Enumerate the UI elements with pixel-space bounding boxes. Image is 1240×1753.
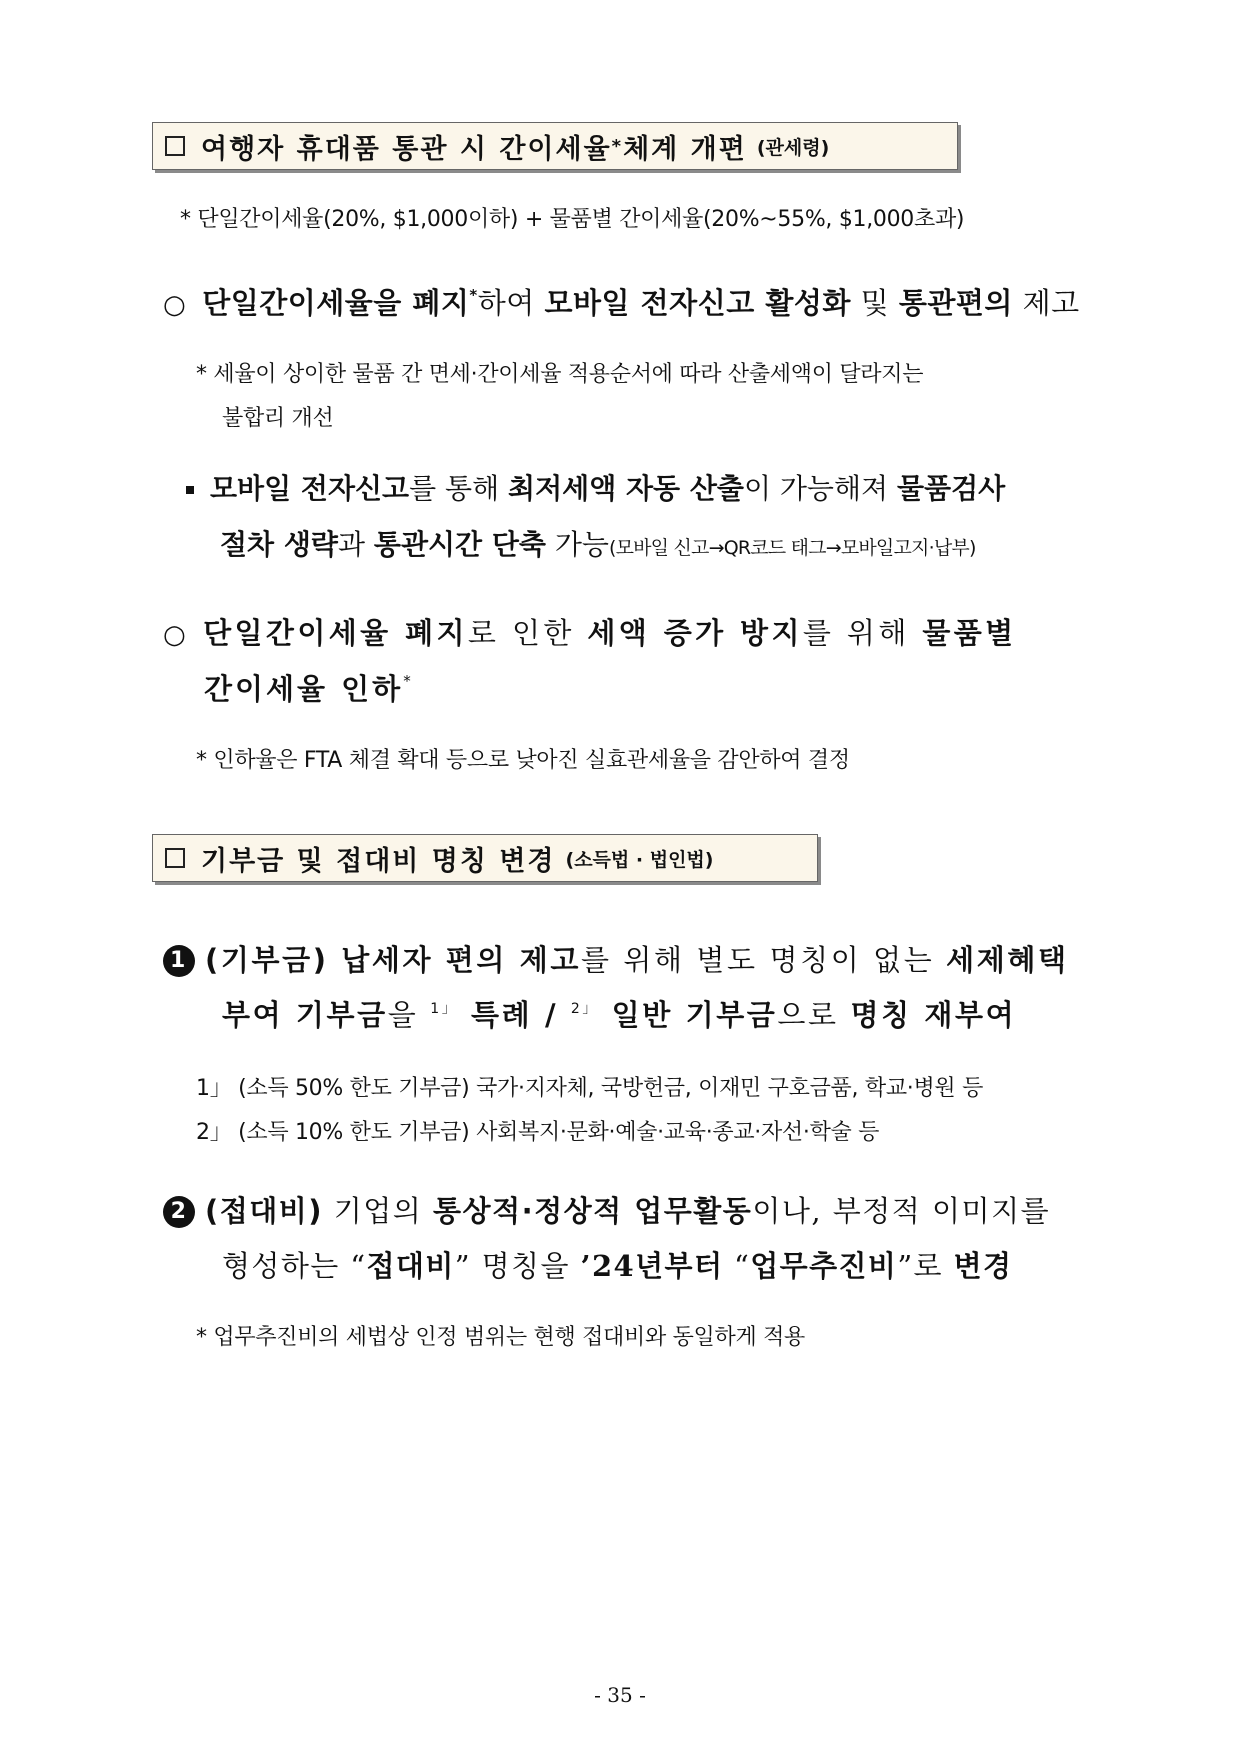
emphasis-text: 부여 기부금 (222, 998, 388, 1032)
emphasis-text: (기부금) 납세자 편의 제고 (205, 943, 581, 977)
body-text: 가능 (545, 528, 609, 561)
item-entertainment-line1 (163, 1189, 1050, 1230)
emphasis-text: 업무추진비 (750, 1249, 898, 1283)
emphasis-text: 세제혜택 (946, 943, 1069, 977)
emphasis-text: 특례 / (458, 998, 571, 1032)
body-text: 과 (337, 528, 374, 561)
body-text: 제고 (1012, 286, 1080, 320)
paragraph-abolish-single-rate (163, 281, 1080, 322)
item-entertainment-line2 (222, 1244, 1012, 1285)
p1-footnote-line2: 불합리 개선 (222, 406, 334, 431)
section-footnote: * 단일간이세율(20%, $1,000이하) + 물품별 간이세율(20%~55%, $1,000초과) (180, 207, 965, 232)
emphasis-text: 절차 생략 (220, 528, 338, 561)
section-title-rest: 체계 개편 (623, 133, 747, 165)
subparagraph-mobile-report-line2 (220, 523, 976, 563)
item-donation-line1 (163, 938, 1069, 979)
section-law-ref: (관세령) (756, 136, 830, 159)
donation-footnote-2: 2」 (소득 10% 한도 기부금) 사회복지·문화·예술·교육·종교·자선·학술 등 (196, 1120, 880, 1145)
section-title: 여행자 휴대품 통관 시 간이세율 (201, 133, 612, 165)
emphasis-text: 통상적·정상적 업무활동 (433, 1194, 753, 1228)
emphasis-text: 모바일 전자신고 (210, 472, 410, 505)
number-badge-2: 2 (163, 1196, 195, 1228)
emphasis-text: 통관시간 단축 (373, 528, 546, 561)
paragraph-prevent-tax-increase-line2 (204, 667, 414, 708)
body-text: 으로 (777, 998, 851, 1032)
number-badge-1: 1 (163, 945, 195, 977)
emphasis-text: 최저세액 자동 산출 (508, 472, 744, 505)
footnote-marker: 2」 (570, 1001, 599, 1017)
emphasis-text: 물품별 (922, 616, 1017, 650)
section-header-donation-entertainment (152, 834, 818, 882)
checkbox-square-icon (165, 848, 185, 868)
emphasis-text: 일반 기부금 (598, 998, 778, 1032)
body-text: 및 (850, 286, 899, 320)
emphasis-text: 모바일 전자신고 활성화 (544, 286, 851, 320)
p2-footnote: * 인하율은 FTA 체결 확대 등으로 낮아진 실효관세율을 감안하여 결정 (196, 748, 850, 773)
emphasis-text: 세액 증가 방지 (587, 616, 803, 650)
title-footnote-marker: * (611, 135, 624, 157)
body-text: 을 (387, 998, 431, 1032)
body-text: 를 위해 별도 명칭이 없는 (580, 943, 947, 977)
checkbox-square-icon (165, 136, 185, 156)
subparagraph-mobile-report-line1 (186, 467, 1005, 507)
p1-footnote-line1: * 세율이 상이한 물품 간 면세·간이세율 적용순서에 따라 산출세액이 달라지는 (196, 362, 924, 387)
body-text: 형성하는 “ (222, 1249, 367, 1283)
section-law-ref: (소득법 · 법인법) (565, 848, 714, 871)
emphasis-text: 명칭 재부여 (850, 998, 1017, 1032)
emphasis-text: 간이세율 인하 (204, 672, 404, 706)
section-title: 기부금 및 접대비 명칭 변경 (201, 845, 556, 877)
paragraph-prevent-tax-increase-line1 (163, 611, 1017, 652)
circle-bullet: ○ (163, 290, 187, 320)
emphasis-text: 단일간이세율 폐지 (203, 616, 468, 650)
item-donation-line2 (222, 993, 1016, 1034)
body-text: 를 통해 (409, 472, 509, 505)
body-text: 를 위해 (802, 616, 923, 650)
emphasis-text: 단일간이세율을 폐지 (202, 286, 470, 320)
emphasis-text: 변경 (953, 1249, 1013, 1283)
section-header-travel-tax (152, 122, 958, 170)
process-note: (모바일 신고→QR코드 태그→모바일고지·납부) (608, 537, 976, 559)
emphasis-text: 통관편의 (898, 286, 1013, 320)
page-number: - 35 - (594, 1683, 646, 1707)
footnote-marker: * (469, 286, 478, 304)
emphasis-text: ’24년부터 (580, 1249, 724, 1283)
circle-bullet: ○ (163, 620, 190, 650)
body-text: 기업의 (323, 1194, 434, 1228)
emphasis-text: 접대비 (366, 1249, 455, 1283)
square-bullet-icon (186, 486, 194, 494)
body-text: 이 가능해져 (743, 472, 897, 505)
body-text: “ (723, 1249, 751, 1283)
body-text: ” 명칭을 (454, 1249, 581, 1283)
body-text: 하여 (477, 286, 545, 320)
emphasis-text: (접대비) (205, 1194, 324, 1228)
emphasis-text: 물품검사 (896, 472, 1006, 505)
footnote-marker: * (403, 672, 414, 690)
body-text: 로 인한 (467, 616, 588, 650)
footnote-marker: 1」 (430, 1001, 459, 1017)
body-text: ”로 (897, 1249, 954, 1283)
body-text: 이나, 부정적 이미지를 (752, 1194, 1051, 1228)
donation-footnote-1: 1」 (소득 50% 한도 기부금) 국가·지자체, 국방헌금, 이재민 구호금품, 학교·병원 등 (196, 1076, 984, 1101)
entertainment-footnote: * 업무추진비의 세법상 인정 범위는 현행 접대비와 동일하게 적용 (196, 1325, 805, 1350)
